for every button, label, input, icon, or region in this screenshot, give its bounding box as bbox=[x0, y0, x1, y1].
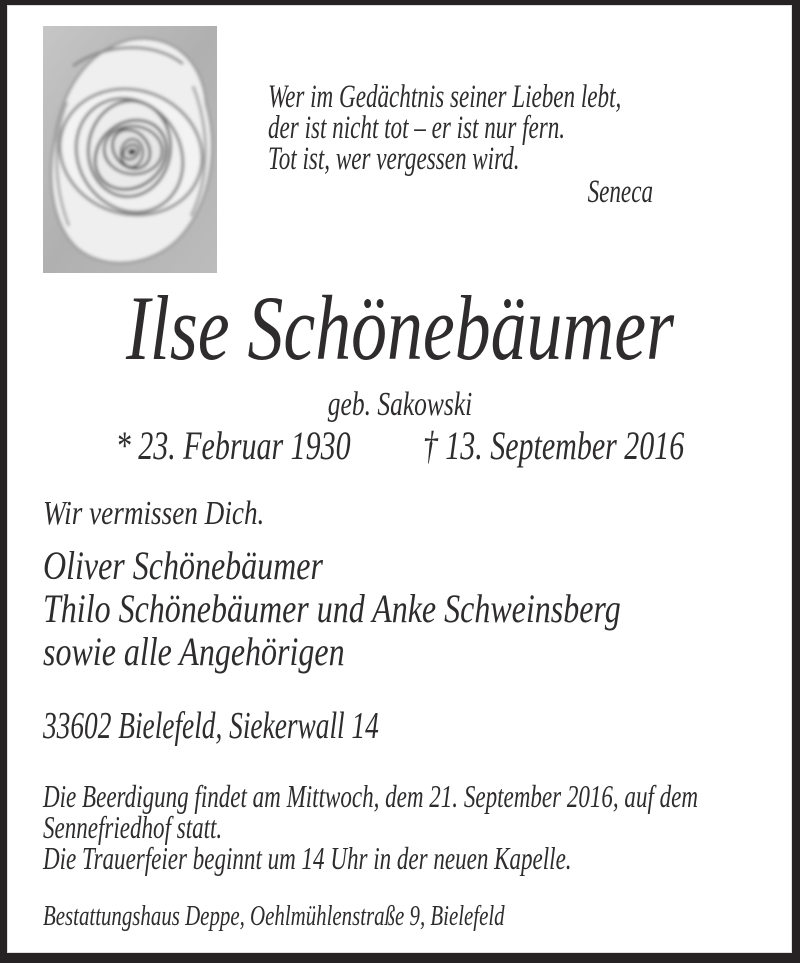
funeral-line-3: Die Trauerfeier beginnt um 14 Uhr in der neuen Kapelle. bbox=[43, 840, 572, 876]
funeral-home-line: Bestattungshaus Deppe, Oehlmühlenstraße 9, Bielefeld bbox=[43, 900, 505, 932]
death-date: † 13. September 2016 bbox=[422, 423, 685, 468]
life-dates bbox=[100, 423, 700, 468]
rose-photo bbox=[43, 26, 217, 273]
quote-line-2: der ist nicht tot – er ist nur fern. bbox=[268, 110, 566, 146]
mourner-line-2: Thilo Schönebäumer und Anke Schweinsberg bbox=[43, 586, 621, 631]
rose-icon bbox=[43, 26, 217, 273]
mourner-line-1: Oliver Schönebäumer bbox=[43, 543, 323, 588]
address-line: 33602 Bielefeld, Siekerwall 14 bbox=[43, 705, 379, 747]
maiden-name: geb. Sakowski bbox=[327, 386, 473, 423]
quote-attribution: Seneca bbox=[587, 174, 653, 210]
farewell-message: Wir vermissen Dich. bbox=[43, 495, 265, 532]
funeral-line-1: Die Beerdigung findet am Mittwoch, dem 21. September 2016, auf dem bbox=[43, 778, 699, 814]
quote-line-1: Wer im Gedächtnis seiner Lieben lebt, bbox=[268, 79, 622, 115]
mourners-list bbox=[43, 544, 621, 673]
memorial-quote bbox=[268, 79, 660, 210]
mourner-line-3: sowie alle Angehörigen bbox=[43, 629, 345, 674]
funeral-details bbox=[43, 778, 699, 876]
birth-date: * 23. Februar 1930 bbox=[115, 423, 351, 468]
deceased-name: Ilse Schönebäumer bbox=[125, 277, 674, 379]
funeral-line-2: Sennefriedhof statt. bbox=[43, 809, 223, 845]
quote-line-3: Tot ist, wer vergessen wird. bbox=[268, 141, 520, 177]
